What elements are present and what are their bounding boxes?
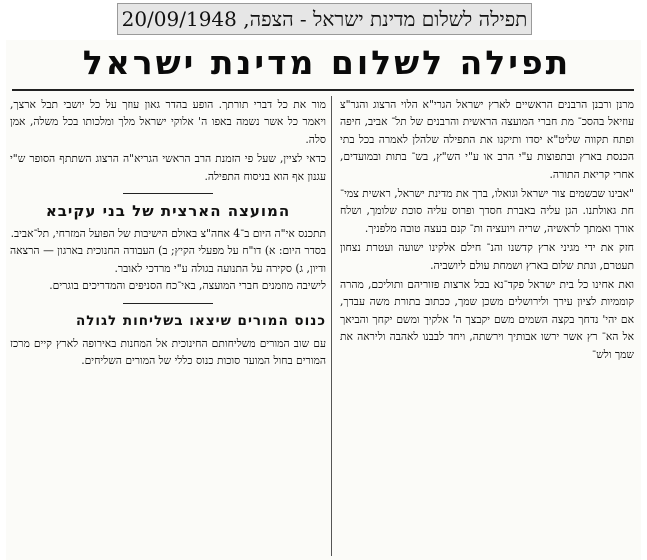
section-separator xyxy=(123,193,213,194)
agnon-note: כדאי לציין, שעל פי הזמנת הרב הראשי הגריא"ה הרצוג השתתף הסופר ש"י עגנון אף הוא בניסוח התפילה. xyxy=(10,152,326,183)
image-caption: תפילה לשלום מדינת ישראל - הצפה, 20/09/1948 xyxy=(117,3,532,35)
prayer-paragraph-1: "אבינו שבשמים צור ישראל וגואלו, ברך את מדינת ישראל, ראשית צמי־ חת גאולתנו. הגן עליה באברת חסדך ופרוס עליה סוכת שלומך, ושלח אורך ואמתך לראשיה, שריה ויועציה ות־ קנם בעצה טובה מלפניך. xyxy=(340,187,634,235)
prayer-ending: מור את כל דברי תורתך. הופע בהדר גאון עוזך על כל יושבי תבל ארצך, ויאמר כל אשר נשמה באפו ה' אלוקי ישראל מלך ומלכותו בכל משלה, אמן סלה. xyxy=(10,98,326,146)
bnei-akiva-paragraph-1: תתכנס אי"ה היום ב־4 אחה"צ באולם הישיבות של הפועל המזרחי, תל־אביב. xyxy=(10,227,326,241)
teachers-conference-paragraph: עם שוב המורים משליחותם החינוכית אל המחנות באירופה לארץ קיים מרכז המורים בחול המועד סוכות כנוס כללי של המורים השליחים. xyxy=(10,336,326,368)
headline: תפילה לשלום מדינת ישראל xyxy=(82,43,572,82)
teachers-conference-heading: כנוס המורים שיצאו בשליחות לגולה xyxy=(75,312,326,329)
headline-rule xyxy=(12,89,634,91)
left-column xyxy=(10,96,326,558)
intro-paragraph: מרנן ורבנן הרבנים הראשיים לארץ ישראל הגרי"א הלוי הרצוג והגר"צ עוזיאל בהסכ־ מת חברי המועצה הראשית והרבנים של תל־ אביב, חיפה ופתח תקווה שליט"א יסדו ותיקנו את התפילה שלהלן לאמרה בכל בתי הכנסת בארץ ובתפוצות ע"י הרב או ע"י הש"ץ, בש־ בתות ובמועדים, אחרי קריאת התורה. xyxy=(340,98,634,181)
caption-bar xyxy=(0,0,647,38)
bnei-akiva-paragraph-2: בסדר היום: א) דו"ח על מפעלי הקיץ; ב) העבודה החנוכית בארגון — הרצאה ודיון, ג) סקירה על התנועה בגולה ע"י מרדכי לאובר. xyxy=(10,244,326,275)
newspaper-clipping xyxy=(6,40,641,560)
bnei-akiva-heading: המועצה הארצית של בני עקיבא xyxy=(45,202,291,221)
prayer-paragraph-2: חזק את ידי מגיני ארץ קדשנו והנ־ חילם אלקינו ישועה ועטרת נצחון תעטרם, ונתת שלום בארץ ושמחת עולם ליושביה. xyxy=(340,241,634,272)
column-divider xyxy=(331,96,332,556)
bnei-akiva-paragraph-3: לישיבה מוזמנים חברי המועצה, באי־כח הסניפים והמדריכים בוגרים. xyxy=(49,279,326,293)
right-column xyxy=(340,96,634,558)
section-separator xyxy=(123,303,213,304)
prayer-paragraph-3: ואת אחינו כל בית ישראל פקד־נא בכל ארצות פזוריהם ותוליכם, מהרה קוממיות לציון עירך ולירושלים משכן שמך, ככתוב בתורת משה עבדך, אם יהי' נדחך בקצה השמים משם יקבצך ה' אלקיך ומשם יקחך והביאך אל הא־ רץ אשר ירשו אבותיך וירשתה, ויחד לבבנו לאהבה וליראה את שמך ולש־ xyxy=(340,278,634,361)
